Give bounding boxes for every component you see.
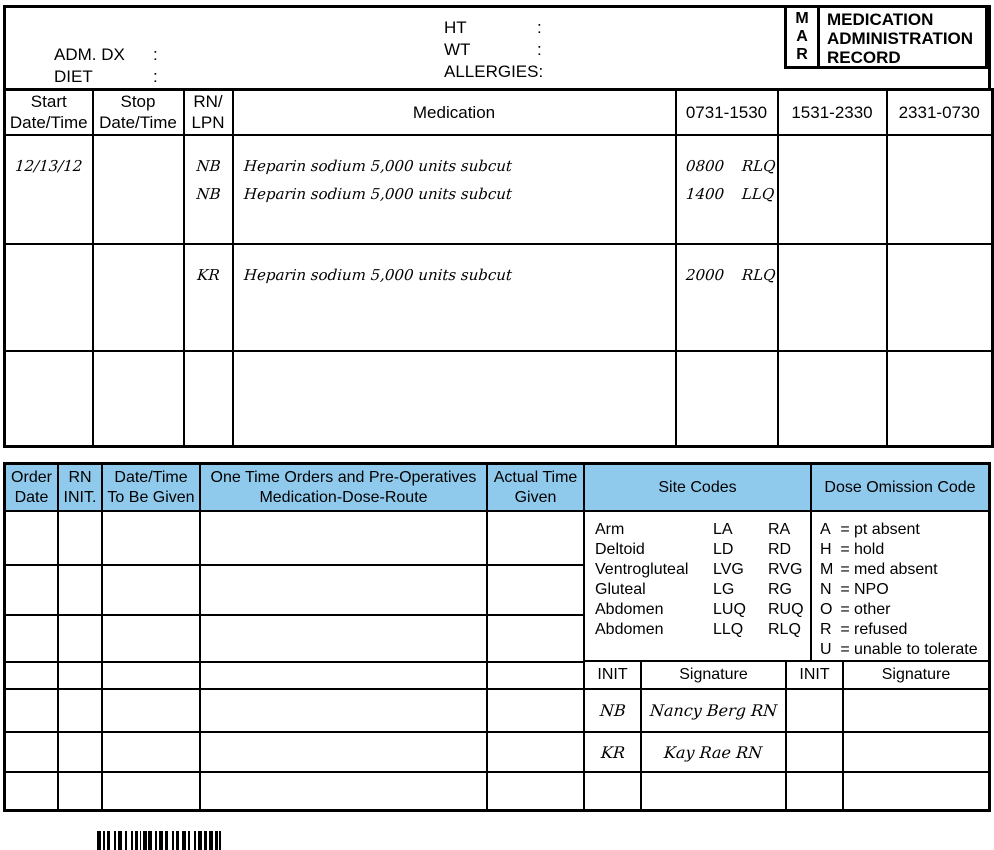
rn-initials: KR	[196, 265, 220, 284]
admin-time: 1400	[684, 184, 725, 203]
order-grid-cell	[59, 733, 103, 773]
order-grid-cell	[59, 690, 103, 733]
adm-dx-label: ADM. DX	[54, 45, 125, 64]
order-grid-cell	[201, 616, 488, 663]
order-grid-cell	[59, 512, 103, 566]
order-grid-cell	[488, 566, 585, 616]
shift2-cell	[778, 244, 887, 351]
signature-row	[585, 733, 988, 773]
mar-logo-title	[820, 8, 985, 66]
schedule-header-row	[5, 90, 993, 135]
shift3-cell	[887, 135, 993, 244]
order-grid-cell	[59, 663, 103, 690]
site-code-row: Gluteal LG RG	[595, 581, 792, 598]
rn-initials: NB	[195, 184, 221, 203]
wt-row	[444, 39, 543, 61]
diet-colon: :	[153, 67, 158, 86]
dose-omission-row: H = hold	[820, 541, 885, 558]
signature-value: Nancy Berg RN	[649, 701, 778, 720]
wt-label: WT	[444, 40, 471, 59]
init-header: INIT	[787, 662, 844, 690]
order-grid-cell	[103, 773, 201, 809]
col-header-stop-date: Stop Date/Time	[93, 90, 184, 135]
order-grid-cell	[201, 566, 488, 616]
ht-colon: :	[537, 18, 542, 37]
mar-letter-m: M	[795, 10, 809, 27]
site-code: RLQ	[740, 265, 776, 284]
medication-row	[5, 244, 993, 351]
mar-title-line: ADMINISTRATION	[827, 29, 974, 48]
order-grid-cell	[6, 616, 59, 663]
col-header-shift2: 1531-2330	[778, 90, 887, 135]
adm-dx-row	[54, 44, 158, 66]
signature-cell	[844, 733, 988, 773]
one-time-orders-header-row	[6, 465, 988, 512]
order-grid-cell	[6, 733, 59, 773]
order-grid-cell	[103, 616, 201, 663]
barcode	[97, 831, 221, 850]
wt-colon: :	[537, 40, 542, 59]
shift2-cell	[778, 135, 887, 244]
medication-entry: Heparin sodium 5,000 units subcut	[242, 156, 513, 175]
shift3-cell	[887, 351, 993, 447]
col-header-datetime-to-be-given: Date/Time To Be Given	[103, 465, 201, 512]
order-grid-cell	[488, 733, 585, 773]
start-date-cell	[5, 351, 93, 447]
vitals-labels	[444, 17, 543, 83]
order-grid-cell	[103, 566, 201, 616]
order-grid-cell	[103, 663, 201, 690]
diet-row	[54, 66, 158, 88]
admin-time: 2000	[684, 265, 725, 284]
adm-dx-colon: :	[153, 45, 158, 64]
col-header-rn-init: RN INIT.	[59, 465, 103, 512]
administration-entry	[685, 180, 778, 208]
dose-omission-panel	[812, 512, 988, 662]
signature-header-row	[585, 662, 988, 690]
site-code: RLQ	[740, 156, 776, 175]
order-grid-cell	[59, 616, 103, 663]
col-header-shift1: 0731-1530	[676, 90, 778, 135]
start-date-cell	[5, 135, 93, 244]
init-cell	[585, 690, 642, 733]
dose-omission-row: O = other	[820, 601, 891, 618]
order-grid-cell	[6, 566, 59, 616]
order-grid-cell	[488, 773, 585, 809]
rn-initials-cell	[184, 135, 233, 244]
order-grid-cell	[6, 663, 59, 690]
col-header-shift3: 2331-0730	[887, 90, 993, 135]
admin-time: 0800	[684, 156, 725, 175]
mar-letter-r: R	[796, 46, 808, 63]
medication-cell	[233, 351, 676, 447]
stop-date-cell	[93, 244, 184, 351]
order-grid-cell	[103, 690, 201, 733]
order-grid-cell	[488, 616, 585, 663]
order-grid-cell	[103, 512, 201, 566]
signature-cell	[844, 773, 988, 812]
shift3-cell	[887, 244, 993, 351]
dose-omission-row: A = pt absent	[820, 521, 920, 538]
ht-label: HT	[444, 18, 467, 37]
init-cell	[787, 773, 844, 812]
order-grid-cell	[103, 733, 201, 773]
dose-omission-row: M = med absent	[820, 561, 938, 578]
shift2-cell	[778, 351, 887, 447]
col-header-order-date: Order Date	[6, 465, 59, 512]
order-grid-cell	[488, 512, 585, 566]
order-grid-cell	[201, 690, 488, 733]
site-code-row: Arm LA RA	[595, 521, 791, 538]
site-code: LLQ	[740, 184, 775, 203]
administration-entry	[685, 261, 778, 289]
administration-entry	[685, 152, 778, 180]
start-date-cell	[5, 244, 93, 351]
medication-schedule-table	[3, 88, 994, 448]
mar-logo-letters	[787, 8, 820, 66]
one-time-orders-section	[3, 462, 991, 812]
codes-row	[585, 512, 988, 662]
medication-cell	[233, 135, 676, 244]
order-grid-cell	[6, 773, 59, 809]
order-grid-cell	[201, 512, 488, 566]
site-code-row: Ventrogluteal LVG RVG	[595, 561, 803, 578]
order-grid-cell	[59, 566, 103, 616]
init-value: NB	[598, 701, 627, 720]
shift1-cell	[676, 351, 778, 447]
col-header-dose-omission-code: Dose Omission Code	[812, 465, 988, 512]
order-grid-cell	[201, 773, 488, 809]
admission-labels	[54, 44, 158, 88]
shift1-cell	[676, 244, 778, 351]
init-value: KR	[599, 742, 626, 762]
rn-initials-cell	[184, 244, 233, 351]
start-date-value: 12/13/12	[14, 156, 84, 175]
col-header-medication: Medication	[233, 90, 676, 135]
medication-cell	[233, 244, 676, 351]
order-grid-cell	[59, 773, 103, 809]
site-code-row: Abdomen LLQ RLQ	[595, 621, 801, 638]
allergies-row	[444, 61, 543, 83]
dose-omission-row: R = refused	[820, 621, 908, 638]
init-header: INIT	[585, 662, 642, 690]
medication-entry: Heparin sodium 5,000 units subcut	[242, 265, 513, 284]
medication-row	[5, 351, 993, 447]
signature-row	[585, 690, 988, 733]
ht-row	[444, 17, 543, 39]
col-header-site-codes: Site Codes	[585, 465, 812, 512]
signature-cell	[844, 690, 988, 733]
col-header-one-time-orders: One Time Orders and Pre-Operatives Medication-Dose-Route	[201, 465, 488, 512]
signature-cell	[642, 773, 787, 812]
signature-header: Signature	[642, 662, 787, 690]
mar-title-line: RECORD	[827, 48, 901, 67]
order-grid-cell	[201, 733, 488, 773]
init-cell	[787, 733, 844, 773]
diet-label: DIET	[54, 67, 93, 86]
mar-letter-a: A	[796, 28, 808, 45]
mar-title-line: MEDICATION	[827, 10, 934, 29]
medication-entry: Heparin sodium 5,000 units subcut	[242, 184, 513, 203]
dose-omission-row: N = NPO	[820, 581, 889, 598]
one-time-orders-grid	[6, 512, 585, 809]
init-cell	[585, 773, 642, 812]
rn-initials: NB	[195, 156, 221, 175]
signature-row	[585, 773, 988, 812]
mar-logo	[784, 5, 988, 69]
allergies-label: ALLERGIES:	[444, 62, 544, 81]
order-grid-cell	[201, 663, 488, 690]
order-grid-cell	[488, 690, 585, 733]
shift1-cell	[676, 135, 778, 244]
rn-initials-cell	[184, 351, 233, 447]
stop-date-cell	[93, 135, 184, 244]
codes-and-signatures-panel	[585, 512, 988, 809]
init-cell	[787, 690, 844, 733]
site-code-row: Deltoid LD RD	[595, 541, 792, 558]
col-header-actual-time-given: Actual Time Given	[488, 465, 585, 512]
dose-omission-row: U = unable to tolerate	[820, 641, 978, 658]
site-code-row: Abdomen LUQ RUQ	[595, 601, 804, 618]
signature-cell	[642, 733, 787, 773]
order-grid-cell	[6, 512, 59, 566]
init-cell	[585, 733, 642, 773]
site-codes-panel	[585, 512, 812, 662]
order-grid-cell	[6, 690, 59, 733]
order-grid-cell	[488, 663, 585, 690]
signature-cell	[642, 690, 787, 733]
medication-row	[5, 135, 993, 244]
col-header-start-date: Start Date/Time	[5, 90, 93, 135]
signature-header: Signature	[844, 662, 988, 690]
stop-date-cell	[93, 351, 184, 447]
signature-value: Kay Rae RN	[663, 742, 764, 762]
col-header-rn-lpn: RN/ LPN	[184, 90, 233, 135]
